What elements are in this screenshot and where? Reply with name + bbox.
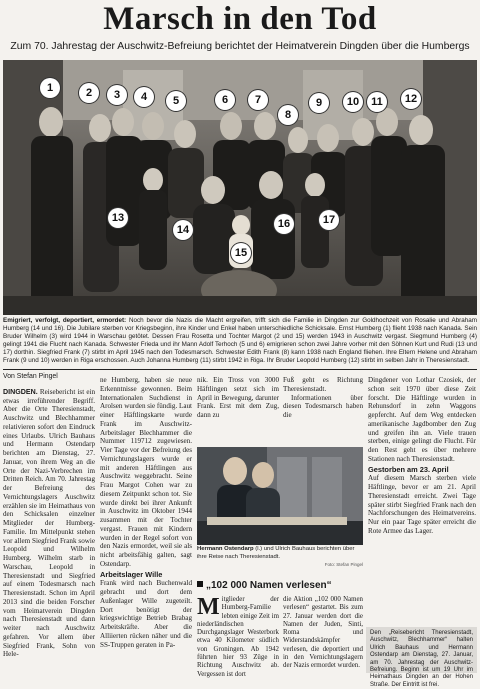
subtitle-arbeitslager: Arbeitslager Wille	[100, 569, 163, 579]
article-column-3	[197, 376, 279, 444]
person-number-6: 6	[215, 90, 235, 110]
article-column-2	[100, 376, 192, 673]
caption2-text: (l.) und Ulrich Bauhaus berichten über ihre Reise nach Theresienstadt.	[197, 546, 355, 560]
person-number-2: 2	[79, 83, 99, 103]
reporters-photo-image	[197, 447, 363, 545]
box-text-2: die Aktion „102 000 Namen verlesen“ gestartet. Bis zum 27. Januar werden dort die Namen der Juden, Sinti, Roma und Widerstandskämpfer verlesen, die deportiert und in den Vernichtungslagern der Nazis ermordet wurden.	[283, 596, 363, 670]
person-number-16: 16	[274, 214, 294, 234]
family-photo	[3, 60, 477, 315]
headline: Marsch in den Tod	[103, 1, 377, 37]
person-number-13: 13	[108, 208, 128, 228]
article-column-5	[368, 376, 476, 626]
article-text-2b: Frank wird nach Buchenwald gebracht und dort dem Außenlager Wille zugeteilt. Dort benötigt der kriegswichtige Betrieb Brabag Arbeitskräfte. Aber die Alliierten rücken näher und die SS-Truppen geraten in Pa-	[100, 579, 192, 649]
person-number-5: 5	[166, 91, 186, 111]
article-text-5b: Auf diesem Marsch sterben viele Häftlinge, bevor er am 21. April Theresienstadt erreicht. Zwei Tage später stirbt Siegfried Frank nach den Nachforschungen des Heimatvereins. Nur ein paar Tage später erreicht die Rote Armee das Lager.	[368, 474, 476, 535]
byline: Von Stefan Pingel	[3, 373, 58, 380]
subtitle-gestorben: Gestorben am 23. April	[368, 464, 449, 474]
person-number-15: 15	[231, 243, 251, 263]
person-number-3: 3	[107, 85, 127, 105]
person-number-7: 7	[248, 90, 268, 110]
person-number-10: 10	[343, 92, 363, 112]
square-bullet-icon	[197, 581, 203, 587]
article-text-4: Fuß geht es Richtung Theresienstadt.	[283, 376, 363, 393]
article-text-2: ne Humberg, haben sie neue Erkenntnisse gewonnen. Beim Internationalen Suchdienst in Arolsen wurden sie fündig. Laut einer Häftlingskarte wurde Frank im Auschwitz-Arbeitslager Blechhammer die Nummer 119712 zugewiesen. Vier Tage vor der Befreiung des Vernichtungslagers wurde er mit anderen Häftlingen aus Auschwitz weggebracht. Seine Frau Margot Cohen war zu diesem Zeitpunkt schon tot. Sie wurde direkt bei ihrer Ankunft in Auschwitz im Oktober 1944 zusammen mit der Tochter vergast. Frauen mit Kindern wurden in der Regel sofort von den Nazis ermordet, weil sie als nicht arbeitsfähig galten, sagt Ostendarp.	[100, 376, 193, 568]
article-text-5: Dingdener von Lothar Czosiek, der schon seit 1970 über diese Zeit forscht. Die Häftlinge wurden in Rehunsdorf in zehn Waggons gepfercht. Auf dem Weg entdecken amerikanische Jagdbomber den Zug und greifen ihn an. Viele trauen sterben, einige gelingt die Flucht. Für den Rest geht es über mehrere Stationen nach Theresienstadt.	[368, 376, 476, 463]
caption-lead: Emigriert, verfolgt, deportiert, ermordet:	[3, 317, 127, 324]
photo-caption	[3, 317, 477, 366]
article-text-1: Reisebericht ist ein etwas irreführender Begriff. Aber die Orte Theresienstadt, Auschwitz und Blechhammer relativieren sofort den Eindruck eines Urlaubs. Ulrich Bauhaus und Hermann Ostendarp berichten am Dienstag, 27. Januar, von ihrem Weg an die Orte der Nazi-Verbrechen im Dritten Reich. Am 70. Jahrestag der Befreiung des Vernichtungslagers Auschwitz erzählen sie im Heimathaus von den Schicksalen einzelner Mitglieder der Humberg-Familie. Im Mittelpunkt stehen vor allem Siegfried Frank sowie Leopold und Wilhelm Humberg. Wilhelm starb in Warschau, Leopold in Theresienstadt und Siegfried auf einem Todesmarsch nach Theresienstadt. Schon im April 2013 sind die beiden Forscher vom Heimatverein Dingden nach Theresienstadt und dann weiter nach Auschwitz gefahren. Vor allem über Siegfried Frank, Sohn von Hele-	[3, 387, 95, 659]
person-number-8: 8	[278, 105, 298, 125]
person-number-17: 17	[319, 210, 339, 230]
info-box	[366, 627, 477, 688]
person-number-4: 4	[134, 87, 154, 107]
person-number-14: 14	[173, 220, 193, 240]
article-column-1	[3, 373, 95, 673]
caption-text: Noch bevor die Nazis die Macht ergreifen, trifft sich die Familie in Dingden zur Goldhochzeit von Rosalie und Abraham Humberg (14 und 16). Die Jubilare sterben vor Kriegsbeginn, ihre Kinder und Enkel haben unterschiedliche Schicksale. Ernst Humberg (1) flieht 1938 nach Kanada. Sein Bruder Wilhelm (3) wird 1944 in Warschau getötet. Dessen Frau Rosetta und Tochter Margot (2 und 15) werden 1943 in Auschwitz vergast. Siegmund Humberg (4) gelingt 1941 die Flucht nach Kanada. Schwester Frieda und ihr Mann Adolf Terhoch (5 und 6) emigrieren schon zwei Jahre vorher mit den Söhnen Kurt und Rudi (13 und 17) dorthin. Siegfried Frank (7) stirbt im April 1945 nach den Todesmarsch. Schwester Edith Frank (8) kann 1938 nach England fliehen. Ihre Eltern Helene und Abraham Frank (9 und 10) werden in Riga erschossen. Auch Johanna Humberg (11) stirbt 1942 in Riga. Ihr Bruder Leopold Humberg (12) stirbt im selben Jahr in Theresienstadt.	[3, 317, 477, 365]
dateline: DINGDEN.	[3, 387, 38, 396]
person-number-11: 11	[367, 92, 387, 112]
person-number-9: 9	[309, 93, 329, 113]
caption-name: Hermann Ostendarp	[197, 546, 254, 552]
reporters-photo-caption	[197, 546, 363, 569]
box-text-1: itglieder der Humberg-Familie lebten einige Zeit im niederländischen Durchgangslager Westerbork etwa 40 Kilometer südlich von Groningen. Ab 1942 führten hier 93 Züge in Richtung Auschwitz ab. Vergessen ist dort	[197, 596, 279, 678]
subheadline: Zum 70. Jahrestag der Auschwitz-Befreiung berichtet der Heimatverein Dingden über die Humbergs	[10, 41, 470, 52]
box-title	[197, 580, 363, 592]
info-box-text: Den „Reisebericht Theresienstadt, Auschwitz, Blechhammer“ halten Ulrich Bauhaus und Hermann Ostendarp am Dienstag, 27. Januar, am 70. Jahrestag der Auschwitz-Befreiung. Beginn ist um 19 Uhr im Heimathaus Dingden an der Hohen Straße. Der Eintritt ist frei.	[370, 630, 473, 688]
article-text-4b: Informationen über diesen Todesmarsch haben die	[283, 393, 363, 419]
dropcap: M	[197, 594, 220, 620]
person-number-1: 1	[40, 78, 60, 98]
box-title-text: „102 000 Namen verlesen“	[206, 580, 332, 591]
divider	[3, 369, 477, 370]
box-column-1	[197, 594, 279, 678]
article-column-4	[283, 376, 363, 444]
box-column-2	[283, 596, 363, 673]
person-number-12: 12	[401, 89, 421, 109]
article-text-3: nik. Ein Tross von 3000 Häftlingen setzt sich im April in Bewegung, darunter Frank. Erst mit dem Zug, dann zu	[197, 376, 279, 419]
reporters-photo	[197, 447, 363, 545]
photo-credit: Foto: Stefan Pingel	[324, 562, 363, 567]
